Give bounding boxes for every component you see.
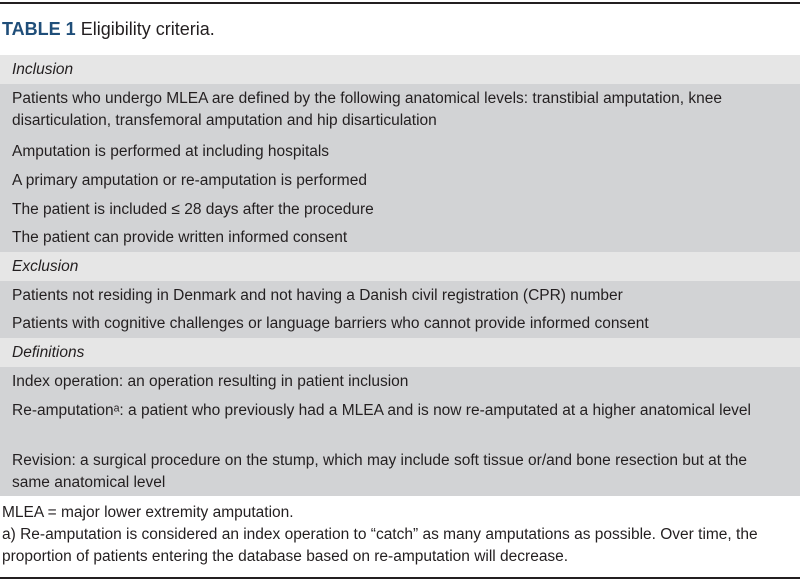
inclusion-item: Patients who undergo MLEA are defined by the following anatomical levels: transtibial amputation, knee disarticulation, transfemoral amputation and hip disarticulation: [0, 84, 800, 137]
table-title: Eligibility criteria.: [80, 19, 215, 39]
bottom-rule: [0, 577, 800, 579]
table-caption: [2, 18, 215, 40]
section-header-definitions: Definitions: [0, 338, 800, 367]
inclusion-item: Amputation is performed at including hospitals: [0, 137, 800, 166]
exclusion-item: Patients with cognitive challenges or language barriers who cannot provide informed consent: [0, 310, 800, 338]
footnote-abbreviation: MLEA = major lower extremity amputation.: [2, 504, 294, 521]
definition-item: Re-amputationᵃ: a patient who previously had a MLEA and is now re-amputated at a higher anatomical level: [0, 396, 800, 446]
table-footnotes: [2, 502, 800, 568]
top-rule: [0, 2, 800, 4]
footnote-a: a) Re-amputation is considered an index operation to “catch” as many amputations as possible. Over time, the proportion of patients entering the database based on re-amputation will decrease.: [2, 526, 758, 565]
inclusion-item: The patient is included ≤ 28 days after the procedure: [0, 195, 800, 224]
section-header-inclusion: Inclusion: [0, 55, 800, 84]
inclusion-item: The patient can provide written informed consent: [0, 224, 800, 252]
definition-item: Revision: a surgical procedure on the stump, which may include soft tissue or/and bone resection but at the same anatomical level: [0, 446, 800, 496]
eligibility-table: [0, 55, 800, 496]
section-header-exclusion: Exclusion: [0, 252, 800, 281]
table-label: TABLE 1: [2, 19, 76, 39]
inclusion-item: A primary amputation or re-amputation is performed: [0, 166, 800, 195]
definition-item: Index operation: an operation resulting in patient inclusion: [0, 367, 800, 396]
exclusion-item: Patients not residing in Denmark and not having a Danish civil registration (CPR) number: [0, 281, 800, 310]
